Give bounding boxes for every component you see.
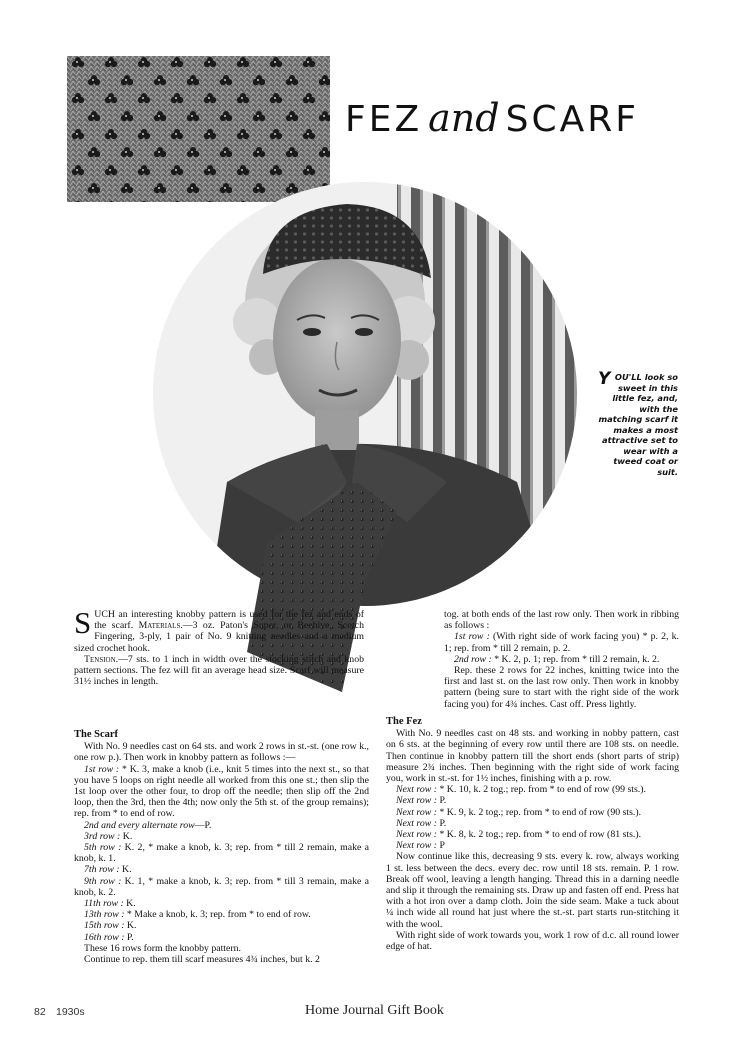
fez-final: With right side of work towards you, work 1 row of d.c. all round lower edge of hat. [386,929,679,953]
intro-paragraph [74,605,364,654]
scarf-row-5: 5th row : K. 2, * make a knob, k. 3; rep. from * till 2 remain, make a knob, k. 1. [74,842,369,865]
fez-heading: The Fez [386,716,422,727]
fez-row: Next row : P. [396,795,447,807]
scarf-row-16: 16th row : P. [84,931,134,943]
materials-label: Materials. [138,620,183,632]
scarf-row-11: 11th row : K. [84,898,136,910]
scarf-section [74,721,369,965]
title-scarf: SCARF [505,99,639,140]
fez-row: Next row : * K. 8, k. 2 tog.; rep. from * to end of row (81 sts.). [396,829,642,841]
ribbing-intro: tog. at both ends of the last row only. Then work in ribbing as follows : [444,609,679,632]
knit-swatch-image [67,56,330,202]
caption-dropcap: Y [598,369,611,389]
tension-label: Tension. [84,653,119,665]
title-and: and [428,96,500,140]
photo-caption [598,369,678,477]
caption-text: OU'LL look so sweet in this little fez, and, with the matching scarf it makes a most attractive set to wear with a tweed coat or suit. [598,372,678,477]
fez-intro: With No. 9 needles cast on 48 sts. and working in nobby pattern, cast on 6 sts. at the beginning of every row until there are 108 sts. on needle. Then continue in knobby pattern till the short ends (short parts of strip) measure 2¾ inches. Then beginning with the right side of work facing you, work in st.-st. for 1½ inches, finishing with a p. row. [386,728,679,785]
scarf-row-3: 3rd row : K. [84,830,133,842]
tension-paragraph [74,654,364,688]
scarf-row-15: 15th row : K. [84,920,137,932]
tension-text: —7 sts. to 1 inch in width over the stocking stitch and knob pattern sections. The fez will fit an average head size. Scarf will measure 31½ inches in length. [74,653,364,688]
intro-section [74,605,364,688]
scarf-row-1: 1st row : * K. 3, make a knob (i.e., knit 5 times into the next st., so that you have 5 loops on right needle all worked from this one st.; then slip the 1st loop over the other four, to drop off the needle; then slip off the 2nd loop, then the 3rd, then the 4th; now only the 5th st. of the group remains); rep. from * to end of row. [74,763,369,820]
scarf-continuation [444,609,679,710]
fez-row: Next row : * K. 10, k. 2 tog.; rep. from * to end of row (99 sts.). [396,784,646,796]
scarf-summary: These 16 rows form the knobby pattern. [84,942,241,954]
intro-dropcap: S [74,605,92,640]
materials-text: —3 oz. Paton's Super, or Beehive, Scotch Fingering, 3-ply, 1 pair of No. 9 knitting needles and a medium sized crochet hook. [74,620,364,654]
ribbing-row-1: 1st row : (With right side of work facing you) * p. 2, k. 1; rep. from * till 2 remain, p. 2. [444,631,679,654]
fez-row: Next row : P. [396,817,447,829]
ribbing-row-2: 2nd row : * K. 2, p. 1; rep. from * till 2 remain, k. 2. [454,653,660,665]
fez-decrease: Now continue like this, decreasing 9 sts. every k. row, always working 1 st. less between the decs. every dec. row until 18 sts. remain. P. 1 row. Break off wool, leaving a length hanging. Thread this in a darning needle and slip it through the remaining sts. Draw up and fasten off end. Press hat with a hot iron over a damp cloth. Join the side seam. Make a tuck about ¼ inch wide all round hat just where the st.-st. part starts run-stitching it with the wool. [386,851,679,930]
footer-book-title: Home Journal Gift Book [305,1003,444,1018]
scarf-heading: The Scarf [74,729,119,740]
scarf-row-2: 2nd and every alternate row—P. [84,819,212,831]
footer-era: 1930s [56,1006,85,1018]
fez-row: Next row : P [396,840,445,852]
ribbing-repeat: Rep. these 2 rows for 22 inches, knitting twice into the first and last st. on the last row only. Then work in knobby pattern (being sure to start with the right side of the work facing you) for 4¾ inches. Cast off. Press lightly. [444,665,679,710]
page-title [345,96,675,156]
scarf-row-9: 9th row : K. 1, * make a knob, k. 3; rep. from * till 3 remain, make a knob, k. 2. [74,875,369,898]
page-number: 82 [34,1006,46,1018]
scarf-row-7: 7th row : K. [84,864,132,876]
intro-text: an interesting knobby pattern is used for the fez and ends of the scarf. [94,609,364,632]
scarf-row-13: 13th row : * Make a knob, k. 3; rep. from * to end of row. [84,909,311,921]
scarf-continue: Continue to rep. them till scarf measures 4¾ inches, but k. 2 [84,954,320,966]
title-fez: FEZ [345,99,423,140]
intro-smallcaps: UCH [94,609,115,620]
fez-section [386,708,679,952]
fez-row: Next row : * K. 9, k. 2 tog.; rep. from * to end of row (90 sts.). [396,806,642,818]
scarf-intro: With No. 9 needles cast on 64 sts. and work 2 rows in st.-st. (one row k., one row p.). Then work in knobby pattern as follows :— [74,741,369,764]
